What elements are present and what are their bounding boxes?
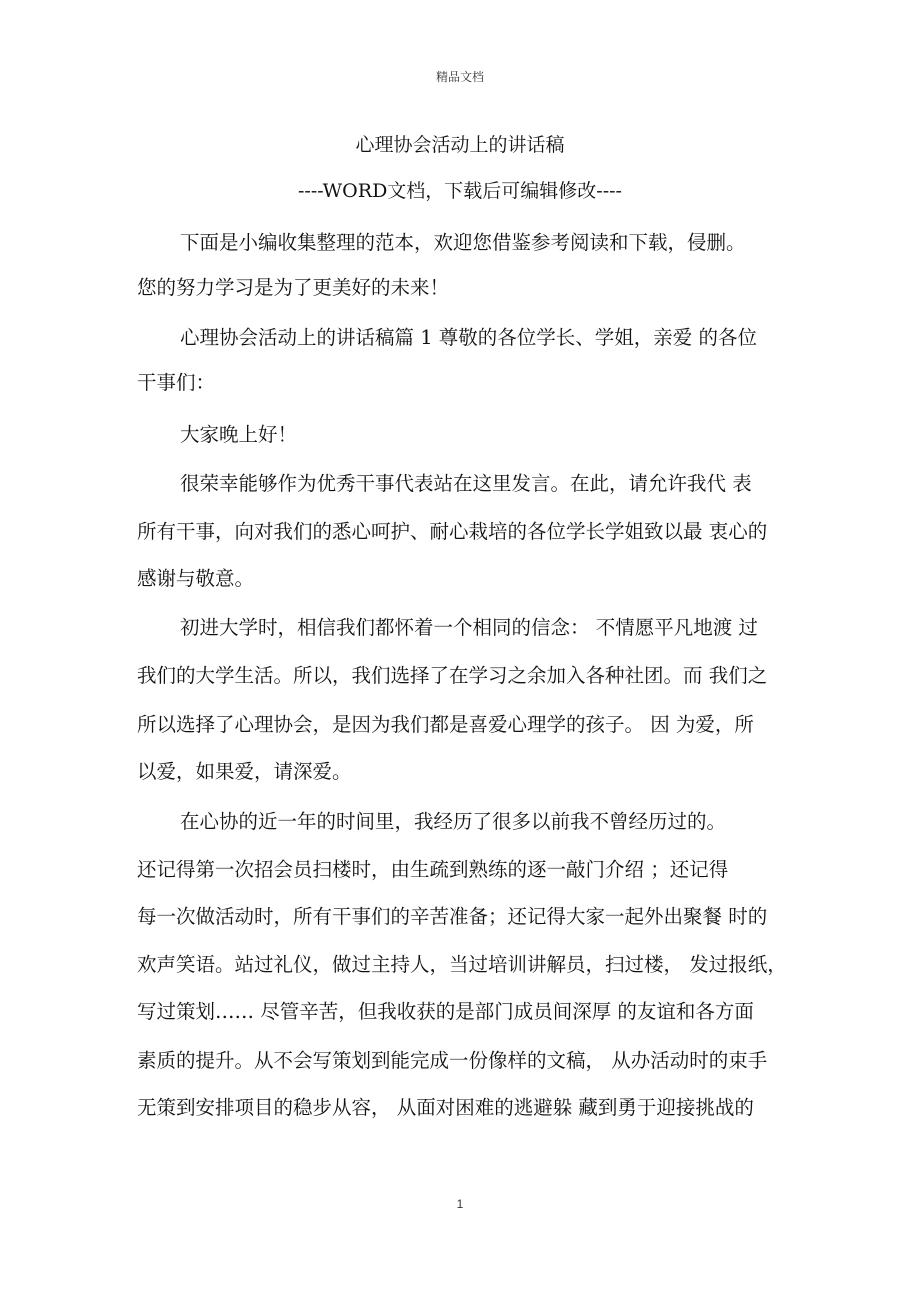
- text-line: 感谢与敬意。: [137, 567, 255, 590]
- text-line: 写过策划…… 尽管辛苦，但我收获的是部门成员间深厚 的友谊和各方面: [137, 1000, 754, 1023]
- text-line: 欢声笑语。站过礼仪，做过主持人，当过培训讲解员，扫过楼， 发过报纸，: [137, 953, 787, 976]
- text-line: 素质的提升。从不会写策划到能完成一份像样的文稿， 从办活动时的束手: [137, 1049, 768, 1072]
- text-line: 我们的大学生活。所以，我们选择了在学习之余加入各种社团。而 我们之: [137, 664, 768, 687]
- text-line: 心理协会活动上的讲话稿篇 1 尊敬的各位学长、学姐，亲爱 的各位: [180, 326, 758, 349]
- text-line: 以爱，如果爱，请深爱。: [137, 760, 352, 783]
- text-line: 您的努力学习是为了更美好的未来！: [137, 276, 450, 299]
- text-line: 很荣幸能够作为优秀干事代表站在这里发言。在此，请允许我代 表: [180, 472, 752, 495]
- text-line: 每一次做活动时，所有干事们的辛苦准备；还记得大家一起外出聚餐 时的: [137, 905, 768, 928]
- text-line: 下面是小编收集整理的范本，欢迎您借鉴参考阅读和下载，侵删。: [180, 231, 746, 254]
- text-line: 在心协的近一年的时间里，我经历了很多以前我不曾经历过的。: [180, 810, 727, 833]
- page-header: 精品文档: [435, 70, 484, 84]
- text-line: 大家晚上好！: [180, 423, 298, 446]
- text-line: 干事们：: [137, 371, 216, 394]
- text-line: 所有干事，向对我们的悉心呵护、耐心栽培的各位学长学姐致以最 衷心的: [137, 520, 768, 543]
- page-number: 1: [456, 1197, 464, 1211]
- document-title: 心理协会活动上的讲话稿: [355, 134, 565, 156]
- document-subtitle: ----WORD文档，下载后可编辑修改----: [298, 180, 622, 202]
- text-line: 还记得第一次招会员扫楼时，由生疏到熟练的逐一敲门介绍 ；还记得: [137, 858, 729, 881]
- text-line: 初进大学时，相信我们都怀着一个相同的信念： 不情愿平凡地渡 过: [180, 616, 758, 639]
- text-line: 无策到安排项目的稳步从容， 从面对困难的逃避躲 藏到勇于迎接挑战的: [137, 1096, 754, 1119]
- text-line: 所以选择了心理协会，是因为我们都是喜爱心理学的孩子。 因 为爱，所: [137, 713, 754, 736]
